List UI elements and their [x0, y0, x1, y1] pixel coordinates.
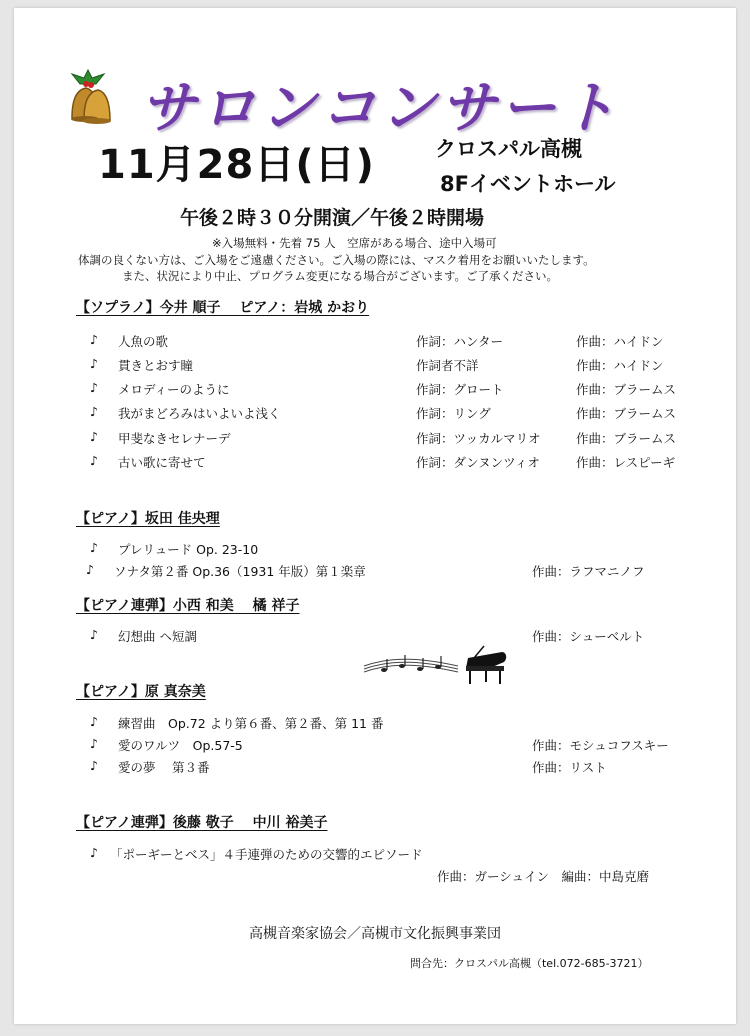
note-mark: ♪ — [90, 540, 98, 555]
composer: 作曲：ブラームス — [576, 431, 677, 446]
christmas-bells-icon — [58, 66, 120, 126]
lyricist: 作詞：ダンヌンツィオ — [416, 455, 540, 470]
start-times: 午後２時３０分開演／午後２時開場 — [180, 207, 485, 229]
note-mark: ♪ — [90, 845, 98, 860]
program-item — [90, 332, 690, 348]
section-heading: 【ソプラノ】今井 順子 ピアノ：岩城 かおり — [76, 300, 370, 316]
piece-title: 練習曲 Op.72 より第６番、第２番、第 11 番 — [118, 716, 384, 731]
note-mark: ♪ — [90, 714, 98, 729]
event-date: 11月28日(日) — [98, 142, 375, 188]
section-heading: 【ピアノ】原 真奈美 — [76, 684, 206, 700]
piece-title: 愛のワルツ Op.57-5 — [118, 738, 243, 753]
note-mark: ♪ — [90, 356, 98, 371]
note-mark: ♪ — [90, 404, 98, 419]
page-title: サロンコンサート — [140, 76, 620, 141]
program-item — [90, 736, 690, 752]
composer: 作曲：シューベルト — [532, 629, 645, 644]
program-item — [90, 714, 690, 730]
composer: 作曲：ラフマニノフ — [532, 564, 645, 579]
piece-title: プレリュード Op. 23-10 — [118, 542, 259, 557]
piece-title: メロディーのように — [118, 382, 230, 397]
program-item — [86, 562, 690, 578]
piece-title: 愛の夢 第３番 — [118, 760, 210, 775]
composer: 作曲：ブラームス — [576, 406, 677, 421]
note-mark: ♪ — [90, 627, 98, 642]
contact-info: 問合先：クロスパル高槻（tel.072-685-3721） — [410, 957, 649, 970]
lyricist: 作詞：ツッカルマリオ — [416, 431, 541, 446]
piece-title: 人魚の歌 — [118, 334, 169, 349]
piece-title: 甲斐なきセレナーデ — [118, 431, 231, 446]
program-item — [90, 453, 690, 469]
program-item — [90, 380, 690, 396]
section-heading: 【ピアノ連弾】後藤 敬子 中川 裕美子 — [76, 815, 328, 831]
lyricist: 作詞：グロート — [416, 382, 504, 397]
composer: 作曲：ハイドン — [576, 334, 664, 349]
section-heading: 【ピアノ】坂田 佳央理 — [76, 511, 220, 527]
admission-note: ※入場無料・先着 75 人 空席がある場合、途中入場可 — [212, 236, 497, 250]
piece-title: 幻想曲 ヘ短調 — [118, 629, 197, 644]
program-item — [90, 540, 690, 556]
lyricist: 作詞：ハンター — [416, 334, 504, 349]
composer: 作曲：モシュコフスキー — [532, 738, 669, 753]
music-notes-icon — [364, 655, 458, 672]
composer: 作曲：ブラームス — [576, 382, 677, 397]
note-mark: ♪ — [90, 736, 98, 751]
program-item — [90, 627, 690, 643]
note-mark: ♪ — [90, 429, 98, 444]
change-note: また、状況により中止、プログラム変更になる場合がございます。ご了承ください。 — [122, 269, 558, 283]
venue-hall: 8Fイベントホール — [440, 172, 616, 196]
health-note: 体調の良くない方は、ご入場をご遠慮ください。ご入場の際には、マスク着用をお願いいたします。 — [78, 253, 595, 267]
composer-arranger: 作曲：ガーシュイン 編曲：中島克磨 — [437, 869, 650, 884]
section-heading: 【ピアノ連弾】小西 和美 橘 祥子 — [76, 598, 300, 614]
program-item — [90, 429, 690, 445]
piece-title: ソナタ第２番 Op.36（1931 年版）第１楽章 — [114, 564, 366, 579]
grand-piano-icon — [362, 644, 508, 686]
note-mark: ♪ — [86, 562, 94, 577]
note-mark: ♪ — [90, 758, 98, 773]
note-mark: ♪ — [90, 380, 98, 395]
piece-title: 「ポーギーとベス」４手連弾のための交響的エピソード — [110, 847, 423, 862]
piece-title: 我がまどろみはいよいよ浅く — [118, 406, 281, 421]
program-item — [90, 404, 690, 420]
lyricist: 作詞者不詳 — [416, 358, 479, 373]
composer: 作曲：ハイドン — [576, 358, 664, 373]
program-item — [90, 758, 690, 774]
lyricist: 作詞：リング — [416, 406, 491, 421]
venue-name: クロスパル高槻 — [435, 137, 582, 161]
organizers: 高槻音楽家協会／高槻市文化振興事業団 — [249, 926, 501, 942]
composer: 作曲：リスト — [532, 760, 607, 775]
piece-title: 貫きとおす瞳 — [118, 358, 194, 373]
program-item — [90, 356, 690, 372]
note-mark: ♪ — [90, 332, 98, 347]
piece-title: 古い歌に寄せて — [118, 455, 206, 470]
composer: 作曲：レスピーギ — [576, 455, 676, 470]
program-item — [90, 845, 690, 861]
note-mark: ♪ — [90, 453, 98, 468]
